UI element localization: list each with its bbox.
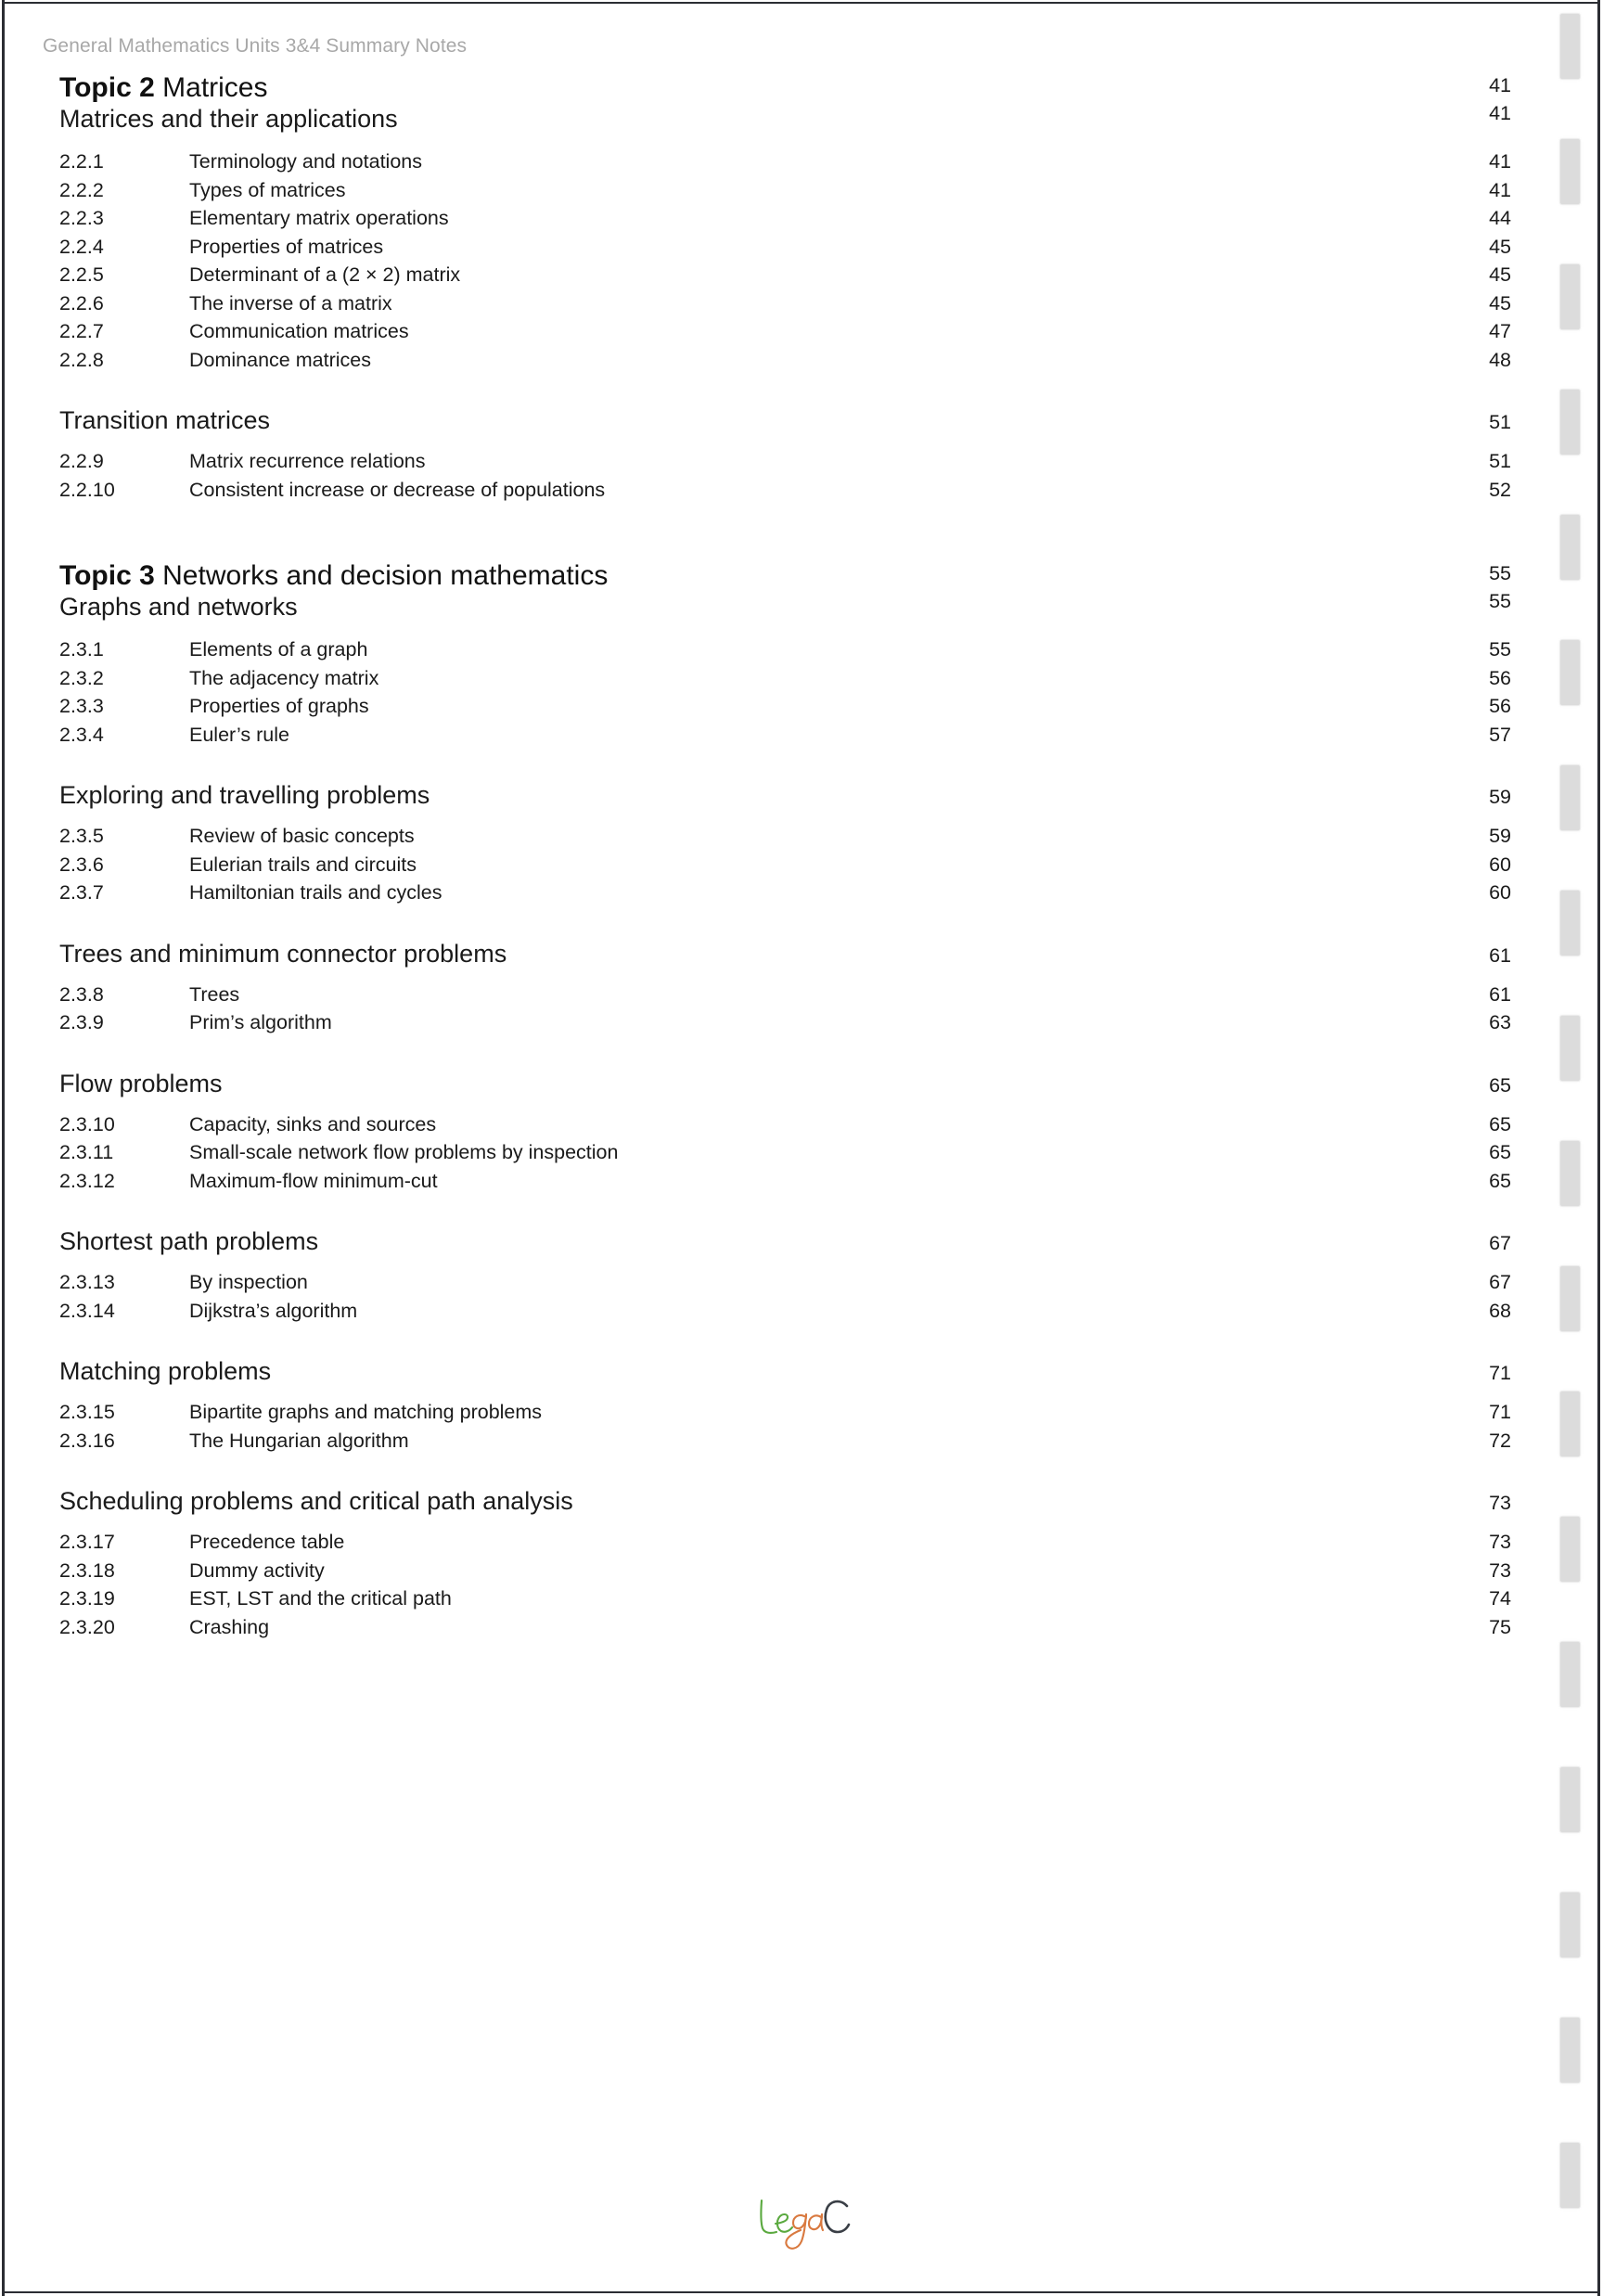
toc-entry-number: 2.3.8: [59, 982, 104, 1006]
toc-page-number: 48: [1489, 348, 1511, 371]
toc-entry[interactable]: [59, 883, 1511, 912]
toc-entry-number: 2.2.2: [59, 178, 104, 201]
toc-entry-title: Types of matrices: [189, 178, 346, 201]
toc-entry-title: EST, LST and the critical path: [189, 1587, 452, 1610]
toc-section-heading[interactable]: [59, 939, 1511, 968]
toc-section-heading[interactable]: [59, 783, 1511, 808]
toc-page-number: 65: [1489, 1141, 1511, 1164]
toc-entry[interactable]: [59, 1299, 1511, 1330]
page-marker[interactable]: [1559, 13, 1581, 80]
toc-entry-title: Consistent increase or decrease of populations: [189, 478, 606, 501]
toc-entry-list: [59, 982, 1511, 1042]
toc-entry[interactable]: [59, 348, 1511, 379]
toc-page-number: 63: [1489, 1011, 1511, 1034]
toc-page-number: 65: [1489, 1112, 1511, 1135]
toc-entry-title: Elementary matrix operations: [189, 207, 449, 230]
toc-entry[interactable]: [59, 209, 1511, 237]
toc-entry-title: Hamiltonian trails and cycles: [189, 881, 442, 904]
toc-page-number: 73: [1489, 1558, 1511, 1582]
toc-entry-list: [59, 1273, 1511, 1329]
toc-entry-number: 2.3.15: [59, 1401, 115, 1424]
toc-page-number: 67: [1489, 1232, 1511, 1255]
toc-page-number: 56: [1489, 666, 1511, 689]
toc-entry-title: Terminology and notations: [189, 150, 422, 173]
toc-page-number: 47: [1489, 320, 1511, 343]
toc-entry-number: 2.2.4: [59, 235, 104, 258]
page-marker[interactable]: [1559, 890, 1581, 956]
page-marker[interactable]: [1559, 1265, 1581, 1332]
toc-entry-list: [59, 640, 1511, 753]
toc-entry[interactable]: [59, 265, 1511, 294]
toc-entry[interactable]: [59, 666, 1511, 698]
toc-page-number: 71: [1489, 1401, 1511, 1424]
page-marker[interactable]: [1559, 1516, 1581, 1583]
toc-topic-heading[interactable]: [59, 72, 1511, 134]
toc-entry-title: Matrix recurrence relations: [189, 450, 426, 473]
page-marker-strip[interactable]: [1529, 0, 1597, 2296]
toc-entry-number: 2.2.3: [59, 207, 104, 230]
toc-entry[interactable]: [59, 1558, 1511, 1590]
toc-entry-title: Precedence table: [189, 1531, 345, 1554]
toc-section-heading[interactable]: [59, 408, 1511, 433]
toc-page-number: 52: [1489, 478, 1511, 501]
toc-page-number: 59: [1489, 786, 1511, 809]
toc-entry[interactable]: [59, 1403, 1511, 1431]
toc-section-heading[interactable]: [59, 1489, 1511, 1514]
toc-entry-title: Prim’s algorithm: [189, 1011, 332, 1034]
toc-entry-title: Dominance matrices: [189, 348, 371, 371]
toc-entry-number: 2.3.6: [59, 853, 104, 876]
toc-entry-number: 2.3.18: [59, 1558, 115, 1582]
toc-entry-title: Bipartite graphs and matching problems: [189, 1401, 543, 1424]
toc-entry-number: 2.2.7: [59, 320, 104, 343]
toc-entry-number: 2.3.5: [59, 825, 104, 848]
toc-entry-number: 2.2.1: [59, 150, 104, 173]
toc-entry-title: Small-scale network flow problems by inspection: [189, 1141, 619, 1164]
toc-entry[interactable]: [59, 178, 1511, 210]
toc-entry[interactable]: [59, 725, 1511, 754]
toc-page-number: 73: [1489, 1492, 1511, 1515]
toc-page-number: 68: [1489, 1299, 1511, 1322]
toc-entry[interactable]: [59, 1273, 1511, 1302]
toc-entry[interactable]: [59, 1431, 1511, 1460]
layout-spacer: [59, 967, 1511, 985]
page-marker[interactable]: [1559, 1391, 1581, 1457]
toc-entry-title: The inverse of a matrix: [189, 291, 392, 314]
toc-page-number: 73: [1489, 1531, 1511, 1554]
toc-section-title: Shortest path problems: [59, 1227, 319, 1256]
toc-topic-name: Matrices: [162, 72, 268, 103]
toc-entry[interactable]: [59, 1112, 1511, 1144]
page-marker[interactable]: [1559, 138, 1581, 205]
toc-entry-title: Properties of graphs: [189, 695, 369, 718]
toc-entry-number: 2.3.2: [59, 666, 104, 689]
toc-entry[interactable]: [59, 1143, 1511, 1172]
toc-page-number: 41: [1489, 178, 1511, 201]
page-marker[interactable]: [1559, 389, 1581, 455]
toc-section-heading[interactable]: [59, 1359, 1511, 1384]
layout-spacer: [59, 912, 1511, 942]
toc-page-number: 55: [1489, 589, 1511, 612]
toc-entry-title: Elements of a graph: [189, 638, 368, 661]
page-marker[interactable]: [1559, 2017, 1581, 2084]
toc-entry[interactable]: [59, 322, 1511, 351]
layout-spacer: [59, 134, 1511, 152]
toc-page-number: 57: [1489, 723, 1511, 746]
toc-entry-number: 2.3.7: [59, 881, 104, 904]
page-marker[interactable]: [1559, 1641, 1581, 1708]
layout-spacer: [59, 508, 1511, 538]
toc-page-number: 56: [1489, 695, 1511, 718]
toc-page-number: 55: [1489, 638, 1511, 661]
toc-entry-list: [59, 827, 1511, 912]
toc-entry-title: Trees: [189, 982, 240, 1006]
toc-section-title: Flow problems: [59, 1069, 223, 1097]
page-marker[interactable]: [1559, 1766, 1581, 1833]
toc-topic-label: Topic 2: [59, 72, 155, 103]
toc-page-number: 51: [1489, 450, 1511, 473]
layout-spacer: [59, 753, 1511, 783]
toc-page-number: 71: [1489, 1362, 1511, 1385]
layout-spacer: [59, 622, 1511, 640]
toc-topic-label: Topic 3: [59, 560, 155, 592]
layout-spacer: [59, 378, 1511, 408]
toc-page-number: 44: [1489, 207, 1511, 230]
toc-entry[interactable]: [59, 640, 1511, 669]
page-marker[interactable]: [1559, 1015, 1581, 1082]
toc-page-number: 61: [1489, 982, 1511, 1006]
toc-topic-text: [59, 560, 1456, 622]
toc-section-title: Trees and minimum connector problems: [59, 939, 507, 968]
toc-page-number: 61: [1489, 943, 1511, 967]
toc-entry-title: Capacity, sinks and sources: [189, 1112, 437, 1135]
toc-entry-list: [59, 152, 1511, 378]
toc-entry[interactable]: [59, 982, 1511, 1014]
legac-logo: [747, 2182, 858, 2256]
toc-page-number: 65: [1489, 1169, 1511, 1192]
toc-page-number: 75: [1489, 1615, 1511, 1638]
toc-page-number: 41: [1489, 101, 1511, 124]
running-header: General Mathematics Units 3&4 Summary Notes: [43, 35, 468, 57]
toc-topic-title: [59, 560, 1456, 593]
toc-entry-title: Maximum-flow minimum-cut: [189, 1169, 438, 1192]
toc-page-number: 45: [1489, 291, 1511, 314]
layout-spacer: [59, 1459, 1511, 1489]
layout-spacer: [59, 538, 1511, 560]
toc-entry-title: Review of basic concepts: [189, 825, 415, 848]
toc-entry-title: Eulerian trails and circuits: [189, 853, 417, 876]
toc-entry-number: 2.2.5: [59, 263, 104, 287]
page-marker[interactable]: [1559, 514, 1581, 581]
toc-entry-number: 2.3.10: [59, 1112, 115, 1135]
layout-spacer: [59, 433, 1511, 452]
toc-entry-title: The Hungarian algorithm: [189, 1429, 409, 1452]
toc-entry[interactable]: [59, 1013, 1511, 1042]
toc-entry-number: 2.2.9: [59, 450, 104, 473]
toc-entry-title: Properties of matrices: [189, 235, 384, 258]
page-marker[interactable]: [1559, 2142, 1581, 2209]
page-marker[interactable]: [1559, 263, 1581, 330]
toc-page-number: 65: [1489, 1073, 1511, 1097]
toc-entry-title: Communication matrices: [189, 320, 409, 343]
layout-spacer: [59, 1097, 1511, 1115]
toc-entry[interactable]: [59, 827, 1511, 855]
toc-topic-name: Networks and decision mathematics: [162, 560, 609, 592]
toc-section-heading[interactable]: [59, 1229, 1511, 1254]
toc-entry[interactable]: [59, 291, 1511, 323]
toc-page-number: 55: [1489, 562, 1511, 585]
toc-entry-title: Dijkstra’s algorithm: [189, 1299, 358, 1322]
toc-entry-number: 2.3.1: [59, 638, 104, 661]
toc-entry-number: 2.2.6: [59, 291, 104, 314]
toc-topic-text: [59, 72, 1456, 134]
toc-topic-heading[interactable]: [59, 560, 1511, 622]
toc-entry-number: 2.3.3: [59, 695, 104, 718]
toc-entry-number: 2.3.16: [59, 1429, 115, 1452]
toc-entry-title: Crashing: [189, 1615, 270, 1638]
layout-spacer: [59, 808, 1511, 827]
toc-entry-number: 2.2.8: [59, 348, 104, 371]
toc-entry-number: 2.3.12: [59, 1169, 115, 1192]
toc-section-title: Scheduling problems and critical path analysis: [59, 1487, 573, 1516]
toc-page-number: 72: [1489, 1429, 1511, 1452]
page-marker[interactable]: [1559, 1140, 1581, 1207]
page-marker[interactable]: [1559, 764, 1581, 831]
toc-entry[interactable]: [59, 237, 1511, 266]
toc-page-number: 45: [1489, 235, 1511, 258]
layout-spacer: [59, 1384, 1511, 1403]
toc-entry[interactable]: [59, 697, 1511, 725]
toc-entry-number: 2.3.19: [59, 1587, 115, 1610]
layout-spacer: [59, 1514, 1511, 1533]
toc-entry[interactable]: [59, 1169, 1511, 1200]
toc-entry-list: [59, 1403, 1511, 1459]
toc-entry-title: Determinant of a (2 × 2) matrix: [189, 263, 461, 287]
toc-entry-title: By inspection: [189, 1271, 308, 1294]
toc-entry-number: 2.3.14: [59, 1299, 115, 1322]
toc-section-title: Exploring and travelling problems: [59, 781, 430, 810]
toc-topic-subtitle: Graphs and networks: [59, 592, 298, 621]
page-border-right: [1597, 0, 1600, 2296]
toc-entry-list: [59, 1533, 1511, 1646]
toc-entry[interactable]: [59, 1589, 1511, 1618]
toc-topic-title: [59, 72, 1456, 105]
toc-entry-list: [59, 1112, 1511, 1200]
toc-entry-list: [59, 452, 1511, 508]
toc-entry[interactable]: [59, 152, 1511, 181]
layout-spacer: [59, 1646, 1511, 1675]
toc-entry-number: 2.3.20: [59, 1615, 115, 1638]
toc-entry[interactable]: [59, 1615, 1511, 1647]
table-of-contents: [59, 72, 1511, 1675]
toc-page-number: 67: [1489, 1271, 1511, 1294]
toc-entry-number: 2.3.4: [59, 723, 104, 746]
layout-spacer: [59, 1329, 1511, 1359]
toc-page-number: 60: [1489, 853, 1511, 876]
toc-page-number: 60: [1489, 881, 1511, 904]
layout-spacer: [59, 1042, 1511, 1071]
page-marker[interactable]: [1559, 639, 1581, 706]
toc-entry-number: 2.3.9: [59, 1011, 104, 1034]
toc-topic-pages: [1456, 72, 1511, 128]
toc-entry[interactable]: [59, 478, 1511, 509]
toc-entry-title: The adjacency matrix: [189, 666, 379, 689]
toc-page-number: 51: [1489, 411, 1511, 434]
toc-entry-number: 2.3.13: [59, 1271, 115, 1294]
toc-entry-number: 2.3.17: [59, 1531, 115, 1554]
toc-page-number: 45: [1489, 263, 1511, 287]
layout-spacer: [59, 1199, 1511, 1229]
toc-entry[interactable]: [59, 1533, 1511, 1561]
toc-section-title: Matching problems: [59, 1357, 272, 1386]
toc-section-title: Transition matrices: [59, 406, 271, 435]
toc-page-number: 41: [1489, 74, 1511, 96]
toc-page-number: 59: [1489, 825, 1511, 848]
toc-topic-pages: [1456, 560, 1511, 616]
toc-entry[interactable]: [59, 452, 1511, 481]
toc-entry-number: 2.3.11: [59, 1141, 114, 1164]
toc-page-number: 41: [1489, 150, 1511, 173]
toc-entry-title: Dummy activity: [189, 1558, 325, 1582]
toc-entry-title: Euler’s rule: [189, 723, 289, 746]
toc-topic-subtitle: Matrices and their applications: [59, 104, 398, 133]
toc-entry[interactable]: [59, 855, 1511, 884]
toc-entry-number: 2.2.10: [59, 478, 115, 501]
toc-section-heading[interactable]: [59, 1071, 1511, 1097]
page-marker[interactable]: [1559, 1892, 1581, 1958]
layout-spacer: [59, 1254, 1511, 1273]
toc-page-number: 74: [1489, 1587, 1511, 1610]
